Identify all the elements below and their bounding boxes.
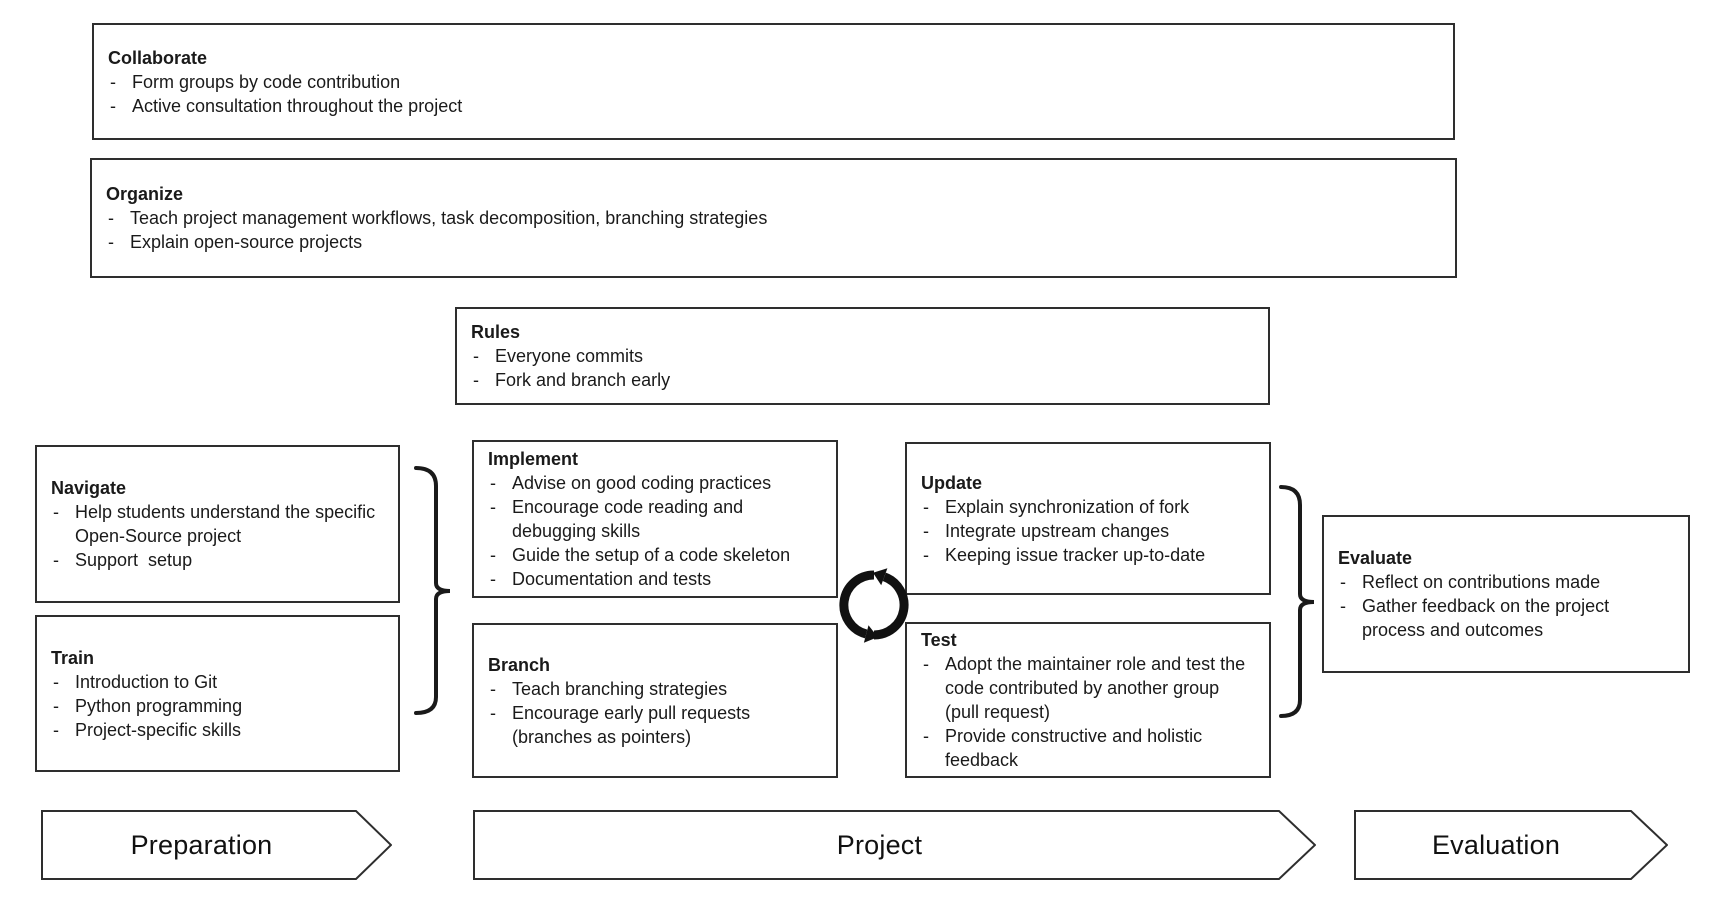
train-box	[35, 615, 400, 772]
bullet-item: - Encourage early pull requests (branches as pointers)	[488, 701, 822, 749]
rules-title: Rules	[471, 322, 521, 342]
bullet-item: - Form groups by code contribution	[108, 70, 1439, 94]
branch-box	[472, 623, 838, 778]
test-title: Test	[921, 630, 957, 650]
branch-bullets	[488, 677, 822, 749]
bullet-item: - Keeping issue tracker up-to-date	[921, 543, 1255, 567]
bullet-item: - Provide constructive and holistic feedback	[921, 724, 1255, 772]
train-bullets	[51, 670, 384, 742]
collaborate-title: Collaborate	[108, 47, 208, 68]
bullet-item: - Explain synchronization of fork	[921, 495, 1255, 519]
curly-brace-icon	[410, 462, 456, 720]
bullet-item: - Fork and branch early	[471, 368, 1254, 392]
bullet-item: - Integrate upstream changes	[921, 519, 1255, 543]
phase-label-project: Project	[836, 829, 923, 860]
phase-label-preparation: Preparation	[130, 829, 273, 860]
implement-bullets	[488, 471, 822, 591]
navigate-box	[35, 445, 400, 603]
phase-banner-project	[473, 810, 1316, 880]
evaluate-bullets	[1338, 570, 1674, 642]
bullet-item: - Encourage code reading and debugging skills	[488, 495, 822, 543]
bullet-item: - Teach branching strategies	[488, 677, 822, 701]
update-box	[905, 442, 1271, 595]
bullet-item: - Gather feedback on the project process and outcomes	[1338, 594, 1674, 642]
bullet-item: - Adopt the maintainer role and test the code contributed by another group (pull request)	[921, 652, 1255, 724]
bullet-item: - Guide the setup of a code skeleton	[488, 543, 822, 567]
rules-box	[455, 307, 1270, 405]
implement-box	[472, 440, 838, 598]
phase-banner-evaluation	[1354, 810, 1668, 880]
train-title: Train	[51, 647, 95, 668]
bullet-item: - Help students understand the specific Open-Source project	[51, 500, 384, 548]
bullet-item: - Project-specific skills	[51, 718, 384, 742]
organize-box	[90, 158, 1457, 278]
organize-bullets	[106, 206, 1441, 254]
update-bullets	[921, 495, 1255, 567]
phase-banner-preparation	[41, 810, 392, 880]
bullet-item: - Advise on good coding practices	[488, 471, 822, 495]
bullet-item: - Python programming	[51, 694, 384, 718]
collaborate-bullets	[108, 70, 1439, 118]
bullet-item: - Everyone commits	[471, 344, 1254, 368]
evaluate-title: Evaluate	[1338, 548, 1413, 568]
bullet-item: - Active consultation throughout the project	[108, 94, 1439, 118]
phase-label-evaluation: Evaluation	[1431, 829, 1561, 860]
bullet-item: - Explain open-source projects	[106, 230, 1441, 254]
implement-title: Implement	[488, 449, 579, 469]
evaluate-box	[1322, 515, 1690, 673]
branch-title: Branch	[488, 654, 551, 675]
navigate-title: Navigate	[51, 478, 127, 498]
cycle-arrows-icon	[828, 563, 920, 647]
organize-title: Organize	[106, 184, 184, 204]
collaborate-box	[92, 23, 1455, 140]
bullet-item: - Support setup	[51, 548, 384, 572]
update-title: Update	[921, 472, 983, 493]
bullet-item: - Teach project management workflows, task decomposition, branching strategies	[106, 206, 1441, 230]
test-bullets	[921, 652, 1255, 772]
curly-brace-icon	[1276, 482, 1320, 722]
bullet-item: - Documentation and tests	[488, 567, 822, 591]
bullet-item: - Reflect on contributions made	[1338, 570, 1674, 594]
bullet-item: - Introduction to Git	[51, 670, 384, 694]
navigate-bullets	[51, 500, 384, 572]
test-box	[905, 622, 1271, 778]
rules-bullets	[471, 344, 1254, 392]
